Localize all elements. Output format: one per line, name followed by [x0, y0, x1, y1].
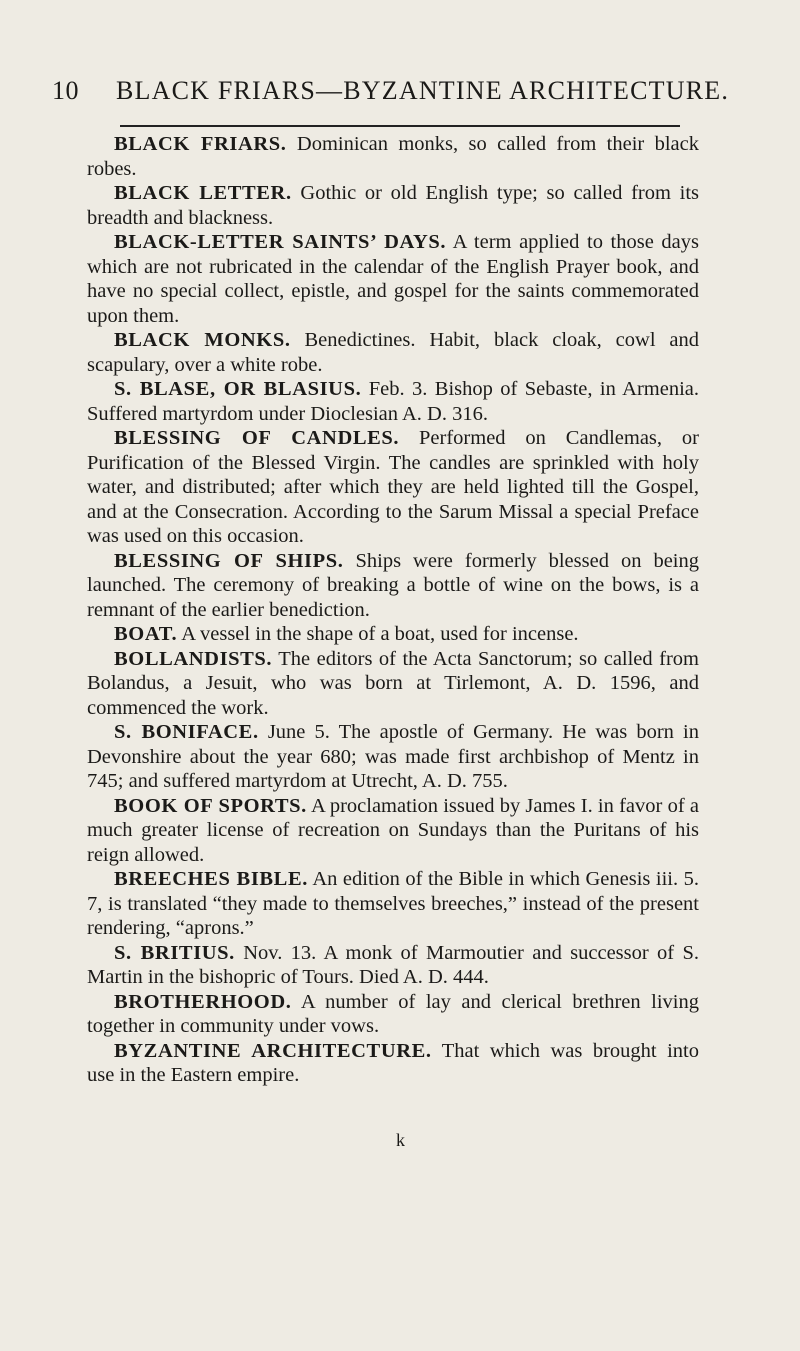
- glossary-entry: [87, 941, 699, 990]
- glossary-entry: [87, 132, 699, 181]
- entry-text: Ships were formerly blessed on being launched. The ceremony of breaking a bottle of wine on the bows, is a remnant of the earlier benediction.: [87, 549, 700, 621]
- entry-term: BOAT.: [114, 623, 178, 645]
- entry-term: BLESSING OF CANDLES.: [114, 427, 400, 449]
- entry-term: S. BLASE, OR BLASIUS.: [114, 378, 362, 400]
- signature-mark: k: [396, 1130, 405, 1150]
- glossary-entry: [87, 328, 699, 377]
- entry-term: BLACK-LETTER SAINTS’ DAYS.: [114, 231, 447, 253]
- entry-text: A vessel in the shape of a boat, used for incense.: [181, 623, 579, 645]
- glossary-entry: [87, 426, 699, 549]
- page-number: 10: [52, 76, 79, 105]
- entry-text: Feb. 3. Bishop of Sebaste, in Armenia. Suffered martyrdom under Dioclesian A. D. 316.: [87, 378, 699, 425]
- running-head: BLACK FRIARS—BYZANTINE ARCHITECTURE.: [116, 76, 730, 105]
- entry-text: June 5. The apostle of Germany. He was born in Devonshire about the year 680; was made first archbishop of Mentz in 745; and suffered martyrdom at Utrecht, A. D. 755.: [87, 721, 699, 792]
- entry-term: BLESSING OF SHIPS.: [114, 549, 344, 572]
- entry-text: The editors of the Acta Sanctorum; so called from Bolandus, a Jesuit, who was born at Tirlemont, A. D. 1596, and commenced the work.: [87, 647, 699, 719]
- entry-text: Performed on Candlemas, or Purification of the Blessed Virgin. The candles are sprinkled with holy water, and distributed; after which they are held lighted till the Gospel, and at the Consecration. According to the Sarum Missal a special Preface was used on this occasion.: [87, 427, 699, 547]
- glossary-entry: [87, 549, 699, 623]
- entry-term: BYZANTINE ARCHITECTURE.: [114, 1039, 432, 1062]
- entry-text: Gothic or old English type; so called from its breadth and blackness.: [87, 182, 700, 229]
- glossary-entry: [87, 181, 699, 230]
- glossary-entry: [87, 377, 699, 426]
- entry-text: Dominican monks, so called from their black robes.: [87, 133, 699, 180]
- entry-text: A proclamation issued by James I. in favor of a much greater license of recreation on Sundays than the Puritans of his reign allowed.: [87, 794, 699, 866]
- entry-term: BREECHES BIBLE.: [114, 868, 308, 890]
- entry-term: BLACK FRIARS.: [114, 133, 287, 155]
- entry-term: BROTHERHOOD.: [114, 990, 292, 1013]
- entry-text: Benedictines. Habit, black cloak, cowl and scapulary, over a white robe.: [87, 329, 700, 376]
- entry-text: That which was brought into use in the Eastern empire.: [87, 1039, 699, 1086]
- entry-term: BLACK LETTER.: [114, 182, 292, 204]
- glossary-entries: [87, 132, 699, 1088]
- entry-text: Nov. 13. A monk of Marmoutier and successor of S. Martin in the bishopric of Tours. Died A. D. 444.: [87, 941, 699, 988]
- page-header: [52, 76, 732, 116]
- entry-text: A number of lay and clerical brethren living together in community under vows.: [87, 990, 699, 1037]
- glossary-entry: [87, 622, 699, 647]
- entry-term: BOLLANDISTS.: [114, 647, 273, 670]
- entry-text: An edition of the Bible in which Genesis iii. 5. 7, is translated “they made to themselves breeches,” instead of the present rendering, “aprons.”: [87, 868, 700, 939]
- header-rule: [120, 125, 680, 127]
- entry-term: BLACK MONKS.: [114, 329, 291, 351]
- entry-text: A term applied to those days which are not rubricated in the calendar of the English Prayer book, and have no special collect, epistle, and gospel for the saints commemorated upon them.: [87, 231, 700, 327]
- glossary-entry: [87, 720, 699, 794]
- entry-term: S. BRITIUS.: [114, 941, 235, 964]
- glossary-entry: [87, 230, 699, 328]
- glossary-entry: [87, 867, 699, 941]
- entry-term: S. BONIFACE.: [114, 721, 259, 743]
- glossary-entry: [87, 794, 699, 868]
- glossary-entry: [87, 1039, 699, 1088]
- entry-term: BOOK OF SPORTS.: [114, 794, 307, 817]
- glossary-entry: [87, 990, 699, 1039]
- glossary-entry: [87, 647, 699, 721]
